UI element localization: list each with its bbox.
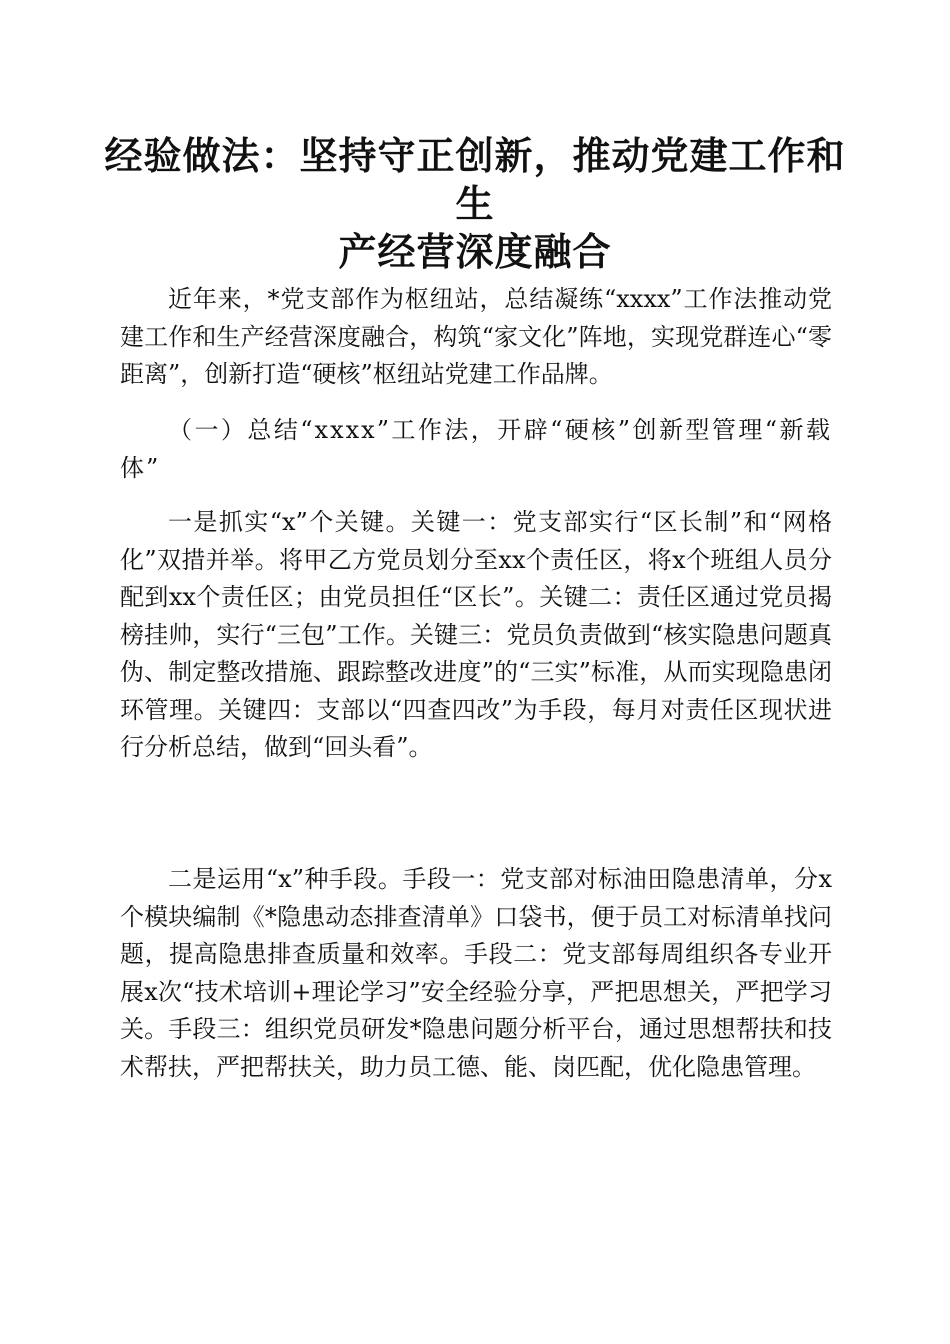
intro-block [120, 281, 832, 394]
title-line-1: 经验做法：坚持守正创新，推动党建工作和生 [104, 133, 846, 226]
paragraph-1-block [120, 504, 832, 767]
paragraph-2-block [120, 861, 832, 1086]
paragraph-key-points: 一是抓实“x”个关键。关键一：党支部实行“区长制”和“网格化”双措并举。将甲乙方党员划分至xx个责任区，将x个班组人员分配到xx个责任区；由党员担任“区长”。关键二：责任区通过党员揭榜挂帅，实行“三包”工作。关键三：党员负责做到“核实隐患问题真伪、制定整改措施、跟踪整改进度”的“三实”标准，从而实现隐患闭环管理。关键四：支部以“四查四改”为手段，每月对责任区现状进行分析总结，做到“回头看”。 [120, 508, 832, 761]
section-1-heading: （一）总结“xxxx”工作法，开辟“硬核”创新型管理“新载体” [120, 416, 832, 482]
paragraph-methods: 二是运用“x”种手段。手段一：党支部对标油田隐患清单，分x个模块编制《*隐患动态排查清单》口袋书，便于员工对标清单找问题，提高隐患排查质量和效率。手段二：党支部每周组织各专业开展x次“技术培训+理论学习”安全经验分享，严把思想关，严把学习关。手段三：组织党员研发*隐患问题分析平台，通过思想帮扶和技术帮扶，严把帮扶关，助力员工德、能、岗匹配，优化隐患管理。 [120, 865, 832, 1081]
document-title [100, 132, 850, 276]
intro-paragraph: 近年来，*党支部作为枢纽站，总结凝练“xxxx”工作法推动党建工作和生产经营深度融合，构筑“家文化”阵地，实现党群连心“零距离”，创新打造“硬核”枢纽站党建工作品牌。 [120, 285, 832, 388]
section-1-block [120, 412, 832, 487]
title-line-2: 产经营深度融合 [338, 229, 612, 274]
